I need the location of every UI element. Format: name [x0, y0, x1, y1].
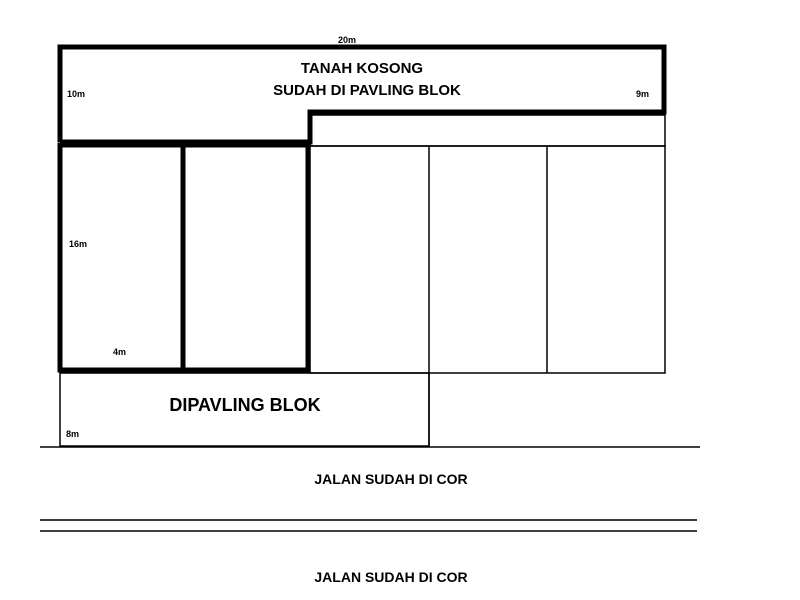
dimension-plot-width: 4m: [113, 347, 127, 357]
right-plots-block: [310, 146, 665, 373]
dimension-left-height: 10m: [67, 89, 86, 99]
dimension-plot-height: 16m: [69, 239, 88, 249]
dimension-top-width: 20m: [337, 35, 357, 45]
road-label-2: JALAN SUDAH DI COR: [314, 569, 468, 585]
dimension-bottom-height: 8m: [66, 429, 80, 439]
plot-1: [60, 145, 183, 370]
plot-2: [183, 145, 308, 370]
dimension-right-height: 9m: [636, 89, 650, 99]
road-label-1: JALAN SUDAH DI COR: [314, 471, 468, 487]
empty-land-subtitle: SUDAH DI PAVLING BLOK: [273, 82, 461, 99]
empty-land-title: TANAH KOSONG: [300, 60, 424, 77]
right-strip: [310, 115, 665, 146]
paving-block-label: DIPAVLING BLOK: [169, 395, 321, 415]
